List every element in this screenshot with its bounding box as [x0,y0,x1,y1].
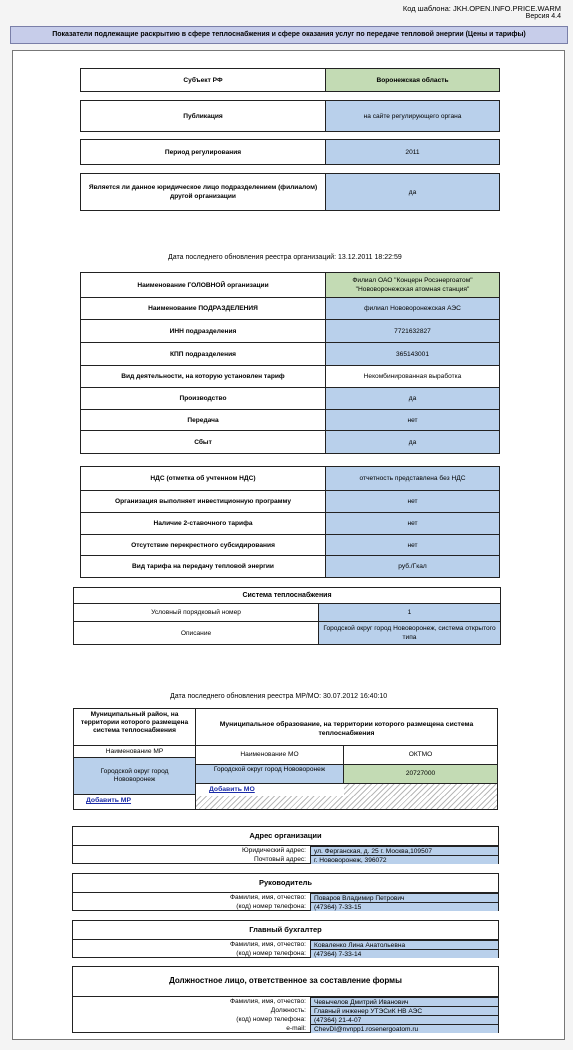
oktmo-label: ОКТМО [344,746,497,765]
investment-value[interactable]: нет [325,491,499,512]
row-activity [81,366,499,388]
row-period [80,139,500,165]
row-two-rate [81,513,499,535]
tax-table [80,466,500,578]
subject-value[interactable]: Воронежская область [325,69,499,91]
system-table [73,587,501,645]
row-subject [80,68,500,92]
activity-label: Вид деятельности, на которую установлен тариф [121,373,285,380]
sales-value[interactable]: да [325,431,499,453]
accountant-name-value[interactable]: Коваленко Лина Анатольевна [310,940,498,949]
tariff-type-value[interactable]: руб./Гкал [325,556,499,577]
row-publication [80,100,500,132]
mr-header: Муниципальный район, на территории которого размещена система теплоснабжения [74,709,195,746]
subdivision-value[interactable]: да [325,174,499,210]
investment-label: Организация выполняет инвестиционную программу [114,498,292,505]
hatched-cell [344,784,497,796]
postal-address-value[interactable]: г. Нововоронеж, 396072 [310,855,498,864]
row-investment [81,491,499,513]
production-value[interactable]: да [325,388,499,409]
municipal-table [73,708,498,810]
mr-registry-update: Дата последнего обновления реестра МР/МО: 30.07.2012 16:40:10 [170,693,388,700]
row-director-name [73,893,498,902]
responsible-name-label: Фамилия, имя, отчество: [229,998,306,1005]
row-vat [81,467,499,491]
template-code: Код шаблона: JKH.OPEN.INFO.PRICE.WARM [402,4,561,13]
head-org-label: Наименование ГОЛОВНОЙ организации [137,281,269,289]
tariff-type-label: Вид тарифа на передачу тепловой энергии [132,563,274,570]
row-transfer [81,410,499,431]
organization-table [80,272,500,454]
row-kpp [81,343,499,366]
publication-label: Публикация [183,112,223,120]
postal-address-label: Почтовый адрес: [253,856,306,863]
responsible-email-label: e-mail: [286,1025,306,1032]
row-inn [81,320,499,343]
responsible-title: Должностное лицо, ответственное за составление формы [73,967,498,997]
mo-name-label: Наименование МО [196,746,344,765]
subject-label: Субъект РФ [183,76,223,84]
system-number-label: Условный порядковый номер [151,609,241,616]
add-mo-cell [196,784,344,796]
activity-value[interactable]: Некомбинированная выработка [325,366,499,387]
director-phone-value[interactable]: (47364) 7-33-15 [310,902,498,911]
mr-column [74,709,196,809]
responsible-phone-value[interactable]: (47364) 21-4-07 [310,1015,498,1024]
row-subdivision [80,173,500,211]
director-title: Руководитель [73,874,498,893]
mr-name-label: Наименование МР [74,746,195,758]
row-system-number [74,604,500,622]
legal-address-value[interactable]: ул. Ферганская, д. 25 г. Москва,109507 [310,846,498,855]
director-name-label: Фамилия, имя, отчество: [229,894,306,901]
director-name-value[interactable]: Поваров Владимир Петрович [310,893,498,902]
mr-value[interactable]: Городской округ город Нововоронеж [74,758,195,795]
responsible-name-value[interactable]: Чевычелов Дмитрий Иванович [310,997,498,1006]
vat-value[interactable]: отчетность представлена без НДС [325,467,499,490]
two-rate-label: Наличие 2-ставочного тарифа [153,520,253,527]
period-label: Период регулирования [164,148,242,156]
director-section [72,873,499,911]
row-director-phone [73,902,498,911]
subdivision-label: Является ли данное юридическое лицо подразделением (филиалом) другой организации [88,184,318,200]
cross-subsidy-value[interactable]: нет [325,535,499,555]
transfer-label: Передача [187,416,219,424]
org-registry-update: Дата последнего обновления реестра организаций: 13.12.2011 18:22:59 [168,254,402,261]
two-rate-value[interactable]: нет [325,513,499,534]
accountant-name-label: Фамилия, имя, отчество: [229,941,306,948]
system-description-value[interactable]: Городской округ город Нововоронеж, система открытого типа [318,622,500,644]
transfer-value[interactable]: нет [325,410,499,430]
accountant-phone-label: (код) номер телефона: [236,950,306,957]
row-postal-address [73,855,498,864]
row-sales [81,431,499,453]
row-head-org [81,273,499,298]
accountant-phone-value[interactable]: (47364) 7-33-14 [310,949,498,958]
publication-value[interactable]: на сайте регулирующего органа [325,101,499,131]
hatched-row [196,796,497,809]
mo-value[interactable]: Городской округ город Нововоронеж [196,765,344,784]
production-label: Производство [179,395,227,402]
add-mr-link[interactable]: Добавить МР [86,797,132,804]
row-system-description [74,622,500,644]
address-section [72,826,499,864]
mo-header: Муниципальное образование, на территории которого размещена система теплоснабжения [196,709,497,746]
row-tariff-type [81,556,499,577]
head-org-value[interactable]: Филиал ОАО "Концерн Росэнергоатом" "Нововоронежская атомная станция" [325,273,499,297]
row-responsible-email [73,1024,498,1033]
vat-label: НДС (отметка об учтенном НДС) [150,475,256,482]
responsible-email-value[interactable]: ChevDI@nvnpp1.rosenergoatom.ru [310,1024,498,1033]
address-title: Адрес организации [73,827,498,846]
row-responsible-phone [73,1015,498,1024]
legal-address-label: Юридический адрес: [241,847,306,854]
oktmo-value[interactable]: 20727000 [344,765,497,784]
page-title: Показатели подлежащие раскрытию в сфере теплоснабжения и сфере оказания услуг по передаче тепловой энергии (Цены и тарифы) [10,26,568,44]
row-accountant-name [73,940,498,949]
row-production [81,388,499,410]
version-label: Версия 4.4 [525,13,561,20]
row-accountant-phone [73,949,498,958]
row-responsible-position [73,1006,498,1015]
sales-label: Сбыт [194,438,212,446]
responsible-section [72,966,499,1033]
system-description-label: Описание [180,629,212,637]
kpp-label: КПП подразделения [169,350,236,358]
subdivision-name-value[interactable]: филиал Нововоронежская АЭС [325,298,499,319]
accountant-title: Главный бухгалтер [73,921,498,940]
responsible-position-value[interactable]: Главный инженер УТЭСиК НВ АЭС [310,1006,498,1015]
system-number-value[interactable]: 1 [318,604,500,621]
responsible-position-label: Должность: [270,1007,306,1014]
row-subdivision-name [81,298,499,320]
period-value[interactable]: 2011 [325,140,499,164]
director-phone-label: (код) номер телефона: [236,903,306,910]
row-responsible-name [73,997,498,1006]
cross-subsidy-label: Отсутствие перекрестного субсидирования [131,541,275,549]
accountant-section [72,920,499,958]
kpp-value[interactable]: 365143001 [325,343,499,365]
row-legal-address [73,846,498,855]
subdivision-name-label: Наименование ПОДРАЗДЕЛЕНИЯ [148,305,258,312]
inn-value[interactable]: 7721632827 [325,320,499,342]
inn-label: ИНН подразделения [169,327,237,335]
row-cross-subsidy [81,535,499,556]
responsible-phone-label: (код) номер телефона: [236,1016,306,1023]
add-mr-cell [74,795,195,807]
system-title: Система теплоснабжения [74,588,500,604]
add-mo-link[interactable]: Добавить МО [209,786,255,793]
